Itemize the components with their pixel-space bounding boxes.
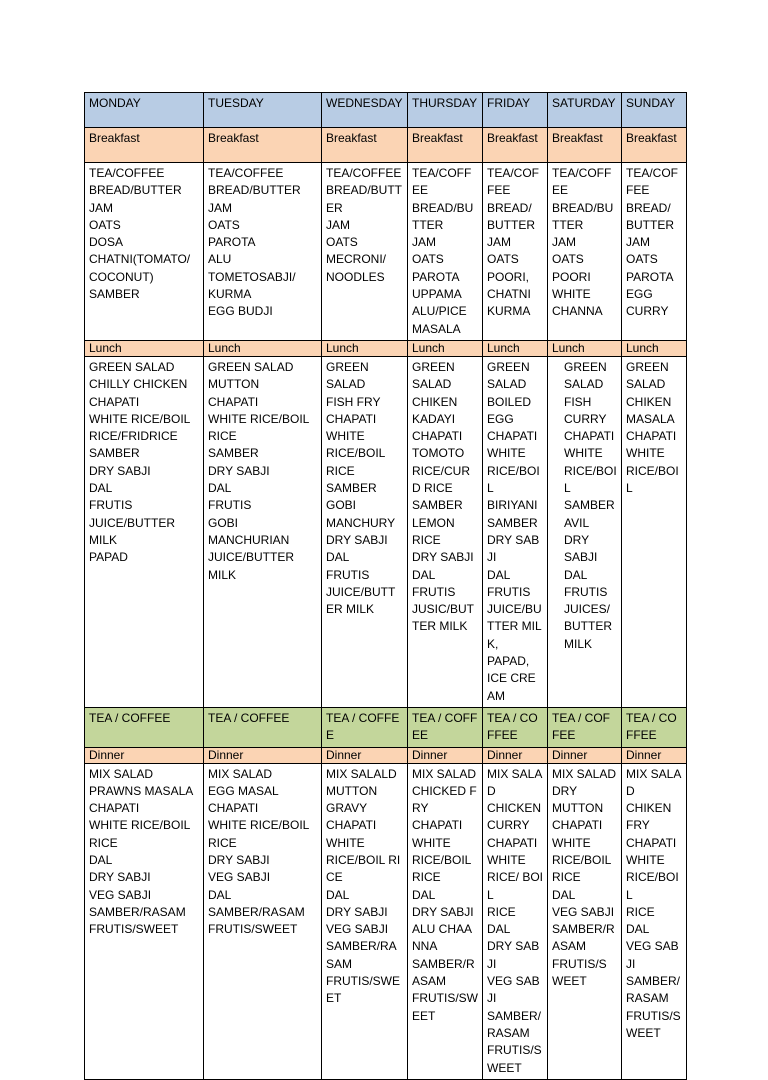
lunch-label: Lunch bbox=[548, 340, 622, 356]
dinner-label: Dinner bbox=[483, 747, 548, 763]
day-thursday: THURSDAY bbox=[408, 93, 483, 128]
lunch-wednesday: GREEN SALAD FISH FRY CHAPATI WHITE RICE/BOIL RICE SAMBER GOBI MANCHURY DRY SABJI DAL FRUTIS JUICE/BUTTER MILK bbox=[322, 356, 408, 707]
lunch-friday: GREEN SALAD BOILED EGG CHAPATI WHITE RICE/BOIL BIRIYANI SAMBER DRY SABJI DAL FRUTIS JUICE/BUTTER MILK, PAPAD, ICE CREAM bbox=[483, 356, 548, 707]
lunch-label: Lunch bbox=[483, 340, 548, 356]
lunch-sunday: GREEN SALAD CHIKEN MASALA CHAPATI WHITE RICE/BOIL bbox=[622, 356, 687, 707]
lunch-items-row bbox=[85, 356, 687, 707]
dinner-label: Dinner bbox=[622, 747, 687, 763]
day-saturday: SATURDAY bbox=[548, 93, 622, 128]
lunch-label: Lunch bbox=[85, 340, 204, 356]
weekly-menu-table bbox=[84, 92, 687, 1080]
day-header-row bbox=[85, 93, 687, 128]
tea-coffee-label: TEA / COFFEE bbox=[85, 707, 204, 747]
breakfast-label: Breakfast bbox=[204, 128, 322, 163]
breakfast-wednesday: TEA/COFFEE BREAD/BUTTER JAM OATS MECRONI/ NOODLES bbox=[322, 163, 408, 341]
lunch-monday: GREEN SALAD CHILLY CHICKEN CHAPATI WHITE RICE/BOIL RICE/FRIDRICE SAMBER DRY SABJI DAL FRUTIS JUICE/BUTTER MILK PAPAD bbox=[85, 356, 204, 707]
day-monday: MONDAY bbox=[85, 93, 204, 128]
dinner-thursday: MIX SALAD CHICKED FRY CHAPATI WHITE RICE/BOIL RICE DAL DRY SABJI ALU CHAANNA SAMBER/RASAM FRUTIS/SWEET bbox=[408, 763, 483, 1079]
dinner-sunday: MIX SALAD CHIKEN FRY CHAPATI WHITE RICE/BOIL RICE DAL VEG SABJI SAMBER/RASAM FRUTIS/SWEET bbox=[622, 763, 687, 1079]
dinner-friday: MIX SALAD CHICKENCURRY CHAPATI WHITE RICE/ BOIL RICE DAL DRY SABJI VEG SABJI SAMBER/RASAM FRUTIS/SWEET bbox=[483, 763, 548, 1079]
tea-coffee-label: TEA / COFFEE bbox=[483, 707, 548, 747]
lunch-thursday: GREEN SALAD CHIKEN KADAYI CHAPATI TOMOTO RICE/CURD RICE SAMBER LEMON RICE DRY SABJI DAL FRUTIS JUSIC/BUTTER MILK bbox=[408, 356, 483, 707]
dinner-items-row bbox=[85, 763, 687, 1079]
lunch-label: Lunch bbox=[204, 340, 322, 356]
lunch-saturday: GREEN SALAD FISH CURRY CHAPATI WHITE RICE/BOIL SAMBER AVIL DRY SABJI DAL FRUTIS JUICES/ BUTTER MILK bbox=[548, 356, 622, 707]
tea-coffee-label: TEA / COFFEE bbox=[622, 707, 687, 747]
breakfast-thursday: TEA/COFFEE BREAD/BUTTER JAM OATS PAROTA UPPAMA ALU/PICE MASALA bbox=[408, 163, 483, 341]
breakfast-items-row bbox=[85, 163, 687, 341]
lunch-header-row bbox=[85, 340, 687, 356]
breakfast-saturday: TEA/COFFEE BREAD/BUTTER JAM OATS POORI WHITE CHANNA bbox=[548, 163, 622, 341]
day-friday: FRIDAY bbox=[483, 93, 548, 128]
breakfast-tuesday: TEA/COFFEE BREAD/BUTTER JAM OATS PAROTA ALU TOMETOSABJI/ KURMA EGG BUDJI bbox=[204, 163, 322, 341]
breakfast-sunday: TEA/COFFEE BREAD/ BUTTER JAM OATS PAROTA EGG CURRY bbox=[622, 163, 687, 341]
tea-coffee-label: TEA / COFFEE bbox=[322, 707, 408, 747]
dinner-tuesday: MIX SALAD EGG MASAL CHAPATI WHITE RICE/BOIL RICE DRY SABJI VEG SABJI DAL SAMBER/RASAM FRUTIS/SWEET bbox=[204, 763, 322, 1079]
dinner-label: Dinner bbox=[408, 747, 483, 763]
breakfast-label: Breakfast bbox=[622, 128, 687, 163]
lunch-label: Lunch bbox=[622, 340, 687, 356]
day-tuesday: TUESDAY bbox=[204, 93, 322, 128]
breakfast-label: Breakfast bbox=[408, 128, 483, 163]
dinner-label: Dinner bbox=[85, 747, 204, 763]
breakfast-label: Breakfast bbox=[322, 128, 408, 163]
tea-coffee-label: TEA / COFFEE bbox=[204, 707, 322, 747]
tea-coffee-label: TEA / COFFEE bbox=[548, 707, 622, 747]
dinner-label: Dinner bbox=[548, 747, 622, 763]
dinner-header-row bbox=[85, 747, 687, 763]
tea-row bbox=[85, 707, 687, 747]
lunch-tuesday: GREEN SALAD MUTTON CHAPATI WHITE RICE/BOIL RICE SAMBER DRY SABJI DAL FRUTIS GOBI MANCHURIAN JUICE/BUTTER MILK bbox=[204, 356, 322, 707]
breakfast-friday: TEA/COFFEE BREAD/ BUTTER JAM OATS POORI, CHATNI KURMA bbox=[483, 163, 548, 341]
breakfast-label: Breakfast bbox=[85, 128, 204, 163]
breakfast-header-row bbox=[85, 128, 687, 163]
lunch-label: Lunch bbox=[322, 340, 408, 356]
day-wednesday: WEDNESDAY bbox=[322, 93, 408, 128]
breakfast-label: Breakfast bbox=[483, 128, 548, 163]
tea-coffee-label: TEA / COFFEE bbox=[408, 707, 483, 747]
dinner-monday: MIX SALAD PRAWNS MASALA CHAPATI WHITE RICE/BOIL RICE DAL DRY SABJI VEG SABJI SAMBER/RASAM FRUTIS/SWEET bbox=[85, 763, 204, 1079]
dinner-saturday: MIX SALAD DRY MUTTON CHAPATI WHITE RICE/BOIL RICE DAL VEG SABJI SAMBER/RASAM FRUTIS/SWEET bbox=[548, 763, 622, 1079]
day-sunday: SUNDAY bbox=[622, 93, 687, 128]
dinner-label: Dinner bbox=[322, 747, 408, 763]
lunch-label: Lunch bbox=[408, 340, 483, 356]
dinner-wednesday: MIX SALALD MUTTON GRAVY CHAPATI WHITE RICE/BOIL RICE DAL DRY SABJI VEG SABJI SAMBER/RASAM FRUTIS/SWEET bbox=[322, 763, 408, 1079]
dinner-label: Dinner bbox=[204, 747, 322, 763]
breakfast-monday: TEA/COFFEE BREAD/BUTTER JAM OATS DOSA CHATNI(TOMATO/ COCONUT) SAMBER bbox=[85, 163, 204, 341]
breakfast-label: Breakfast bbox=[548, 128, 622, 163]
